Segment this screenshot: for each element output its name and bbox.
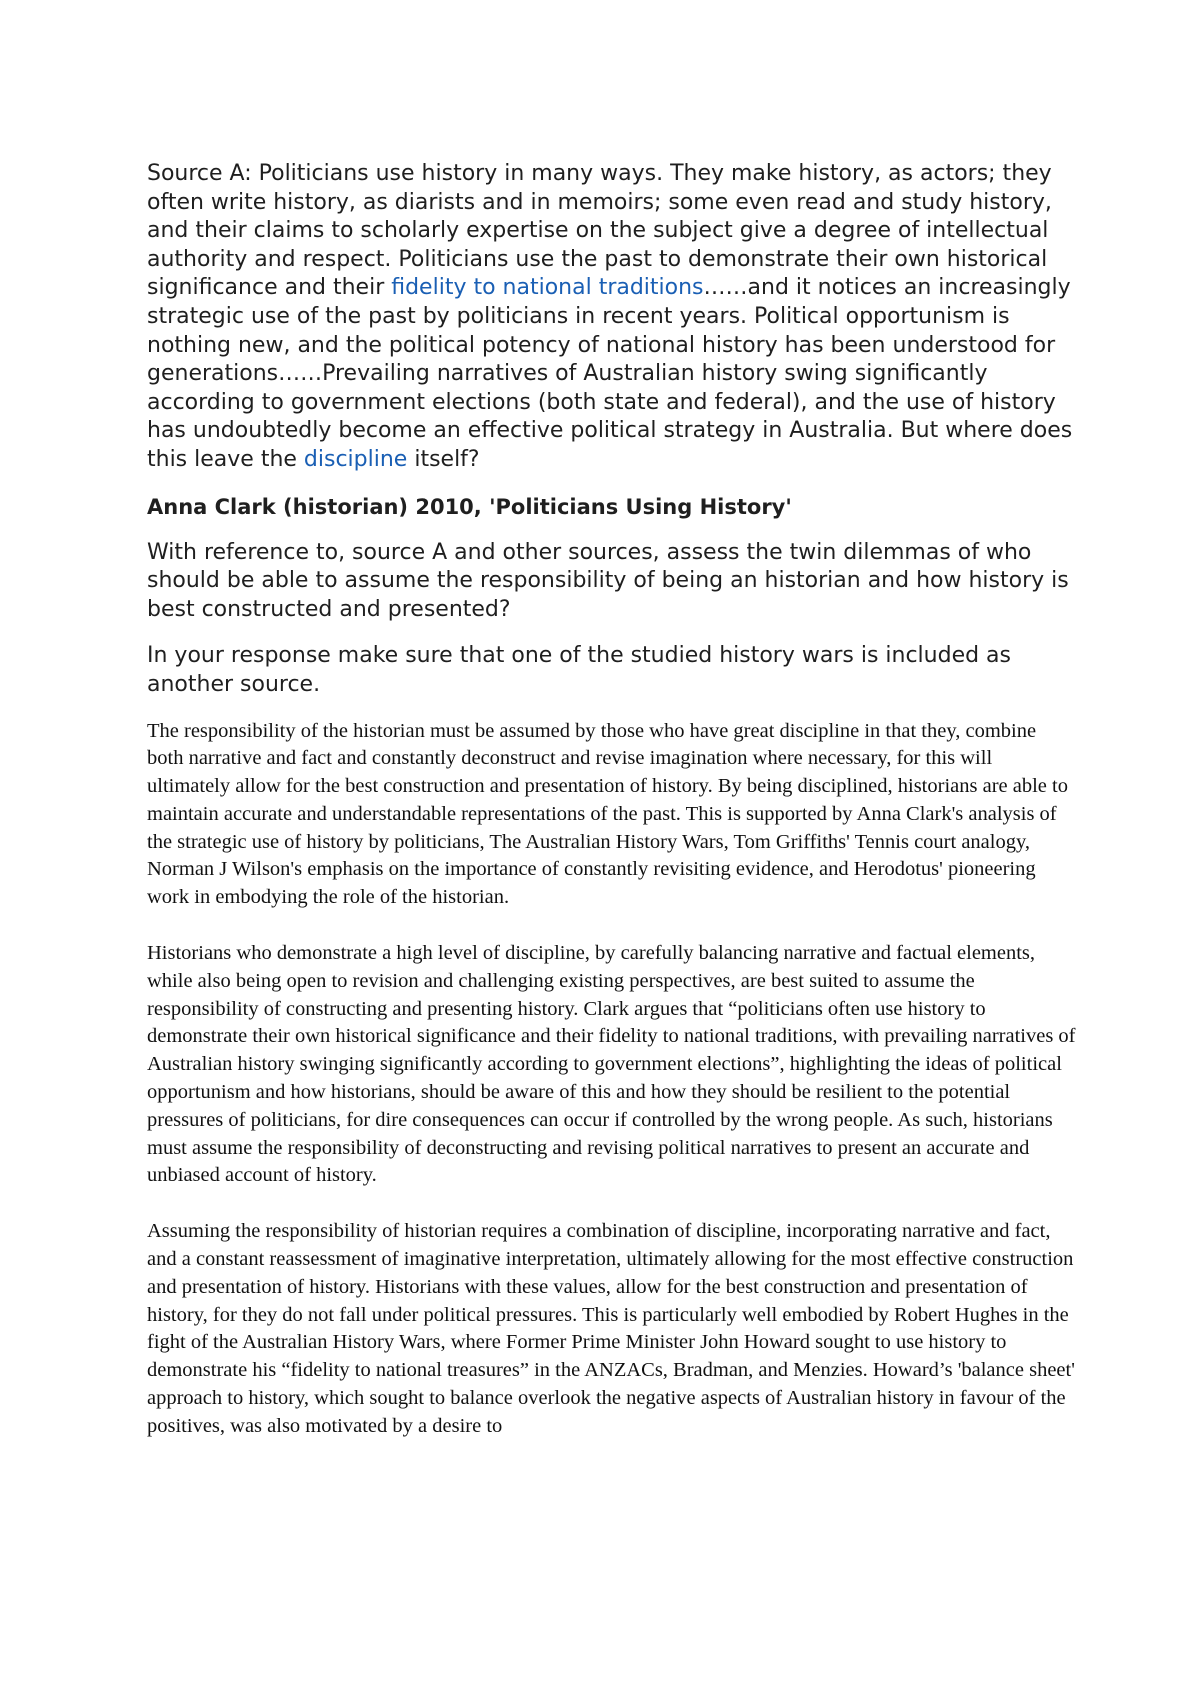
source-a-text-part1: Source A: Politicians use history in many ways. They make history, as actors; they often write history, as diarists and in memoirs; some even read and study history, and their claims to scholarly expertise on the subject give a degree of intellectual authority and respect. Politicians use the past to demonstrate their own historical significance and their <box>147 161 1052 301</box>
fidelity-link[interactable]: fidelity to national traditions <box>391 275 704 301</box>
essay-paragraph-2: Historians who demonstrate a high level of discipline, by carefully balancing narrative and factual elements, while also being open to revision and challenging existing perspectives, are best suited to assume the responsibility of constructing and presenting history. Clark argues that “politicians often use history to demonstrate their own historical significance and their fidelity to national traditions, with prevailing narratives of Australian history swinging significantly according to government elections”, highlighting the ideas of political opportunism and how historians, should be aware of this and how they should be resilient to the potential pressures of politicians, for dire consequences can occur if controlled by the wrong people. As such, historians must assume the responsibility of deconstructing and revising political narratives to present an accurate and unbiased account of history. <box>147 942 1076 1187</box>
essay-paragraph-3: Assuming the responsibility of historian requires a combination of discipline, incorporating narrative and fact, and a constant reassessment of imaginative interpretation, ultimately allowing for the most effective construction and presentation of history. Historians with these values, allow for the best construction and presentation of history, for they do not fall under political pressures. This is particularly well embodied by Robert Hughes in the fight of the Australian History Wars, where Former Prime Minister John Howard sought to use history to demonstrate his “fidelity to national treasures” in the ANZACs, Bradman, and Menzies. Howard’s 'balance sheet' approach to history, which sought to balance overlook the negative aspects of Australian history in favour of the positives, was also motivated by a desire to <box>147 1220 1075 1437</box>
source-a-text-part2: ……and it notices an increasingly strategic use of the past by politicians in recent years. Political opportunism is nothing new, and the political potency of national history has been understood for generations……Prevailing narratives of Australian history swing significantly according to government elections (both state and federal), and the use of history has undoubtedly become an effective political strategy in Australia. But where does this leave the <box>147 275 1073 472</box>
source-a-text-part3: itself? <box>407 446 480 472</box>
document-content <box>147 160 1077 1469</box>
source-attribution: Anna Clark (historian) 2010, 'Politicians Using History' <box>147 494 792 519</box>
essay-question: With reference to, source A and other sources, assess the twin dilemmas of who should be able to assume the responsibility of being an historian and how history is best constructed and presented? <box>147 539 1069 622</box>
essay-body <box>147 718 1077 1441</box>
essay-paragraph-1: The responsibility of the historian must be assumed by those who have great discipline in that they, combine both narrative and fact and constantly deconstruct and revise imagination where necessary, for this will ultimately allow for the best construction and presentation of history. By being disciplined, historians are able to maintain accurate and understandable representations of the past. This is supported by Anna Clark's analysis of the strategic use of history by politicians, The Australian History Wars, Tom Griffiths' Tennis court analogy, Norman J Wilson's emphasis on the importance of constantly revisiting evidence, and Herodotus' pioneering work in embodying the role of the historian. <box>147 719 1068 909</box>
source-a-paragraph <box>147 160 1077 475</box>
discipline-link[interactable]: discipline <box>303 446 408 472</box>
response-instruction: In your response make sure that one of the studied history wars is included as another source. <box>147 643 1012 697</box>
